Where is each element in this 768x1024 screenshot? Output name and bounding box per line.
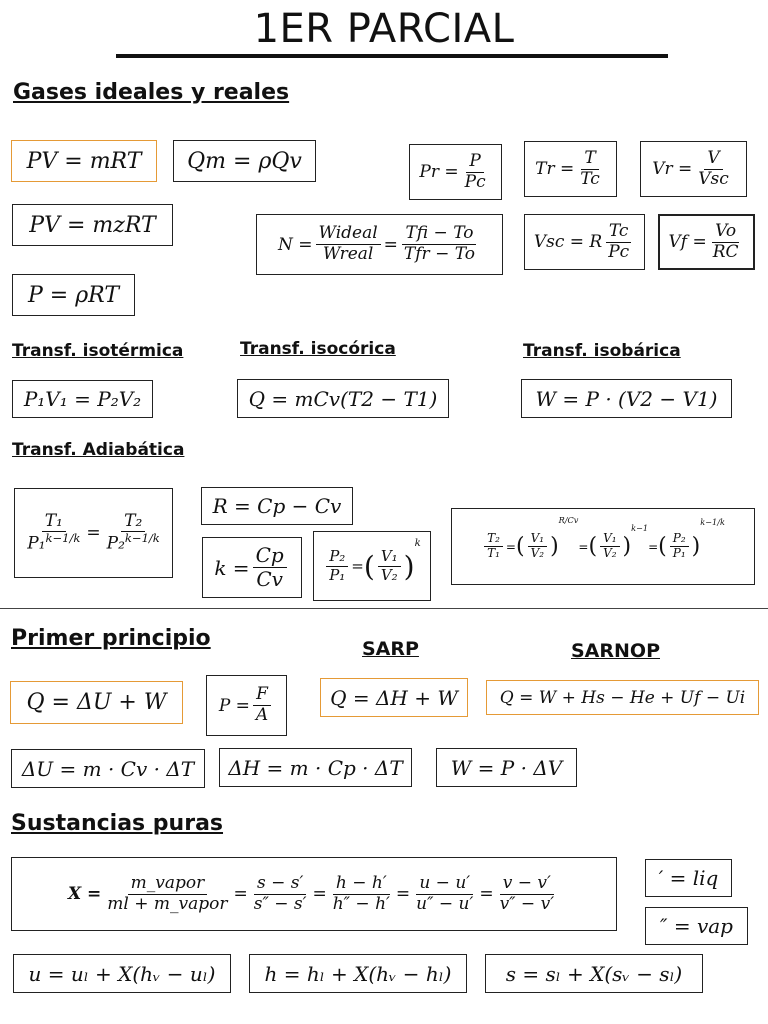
formula-liq: ′ = liq [645, 859, 732, 897]
label-isotermica: Transf. isotérmica [12, 341, 184, 361]
formula-adiabatica-t-p: $\frac{\text{T₁}}{P_1^{k-1/k}}$ = $\frac{\text{T₂}}{P_2^{k-1/k}}$ [14, 488, 173, 578]
formula-q-du-w: Q = ΔU + W [10, 681, 183, 724]
formula-dh: ΔH = m · Cp · ΔT [219, 748, 412, 787]
formula-vsc: Vsc = R $\frac{Tc}{Pc}$ [524, 214, 645, 270]
formula-k: k = $\frac{Cp}{Cv}$ [202, 537, 302, 598]
formula-vr: Vr = $\frac{V}{\text{Vsc}}$ [640, 141, 747, 197]
section-gases: Gases ideales y reales [13, 80, 290, 105]
formula-pv-mzrt: PV = mzRT [12, 204, 173, 246]
formula-u: u = uₗ + X(hᵥ − uₗ) [13, 954, 231, 993]
section-sustancias-puras: Sustancias puras [11, 811, 224, 836]
formula-isocorica: Q = mCv(T2 − T1) [237, 379, 449, 418]
page-title: 1ER PARCIAL [253, 6, 515, 52]
formula-p-rhort: P = ρRT [12, 274, 135, 316]
label-isobarica: Transf. isobárica [523, 341, 681, 361]
formula-q-dh-w: Q = ΔH + W [320, 678, 468, 717]
formula-isotermica: P₁V₁ = P₂V₂ [12, 380, 153, 418]
formula-titulo-x: X = $\frac{\text{m\_vapor}}{\text{ml + m\_vapor}}$ = $\frac{s - s'}{s'' - s'}$ = $\frac{h - h'}{h'' - h'}$ = $\frac{u - u'}{u'' - u'}$ = $\frac{v - v'}{v'' - v'}$ [11, 857, 617, 931]
formula-du: ΔU = m · Cv · ΔT [11, 749, 205, 788]
formula-h: h = hₗ + X(hᵥ − hₗ) [249, 954, 467, 993]
formula-vf: Vf = $\frac{Vo}{RC}$ [658, 214, 755, 270]
formula-tr: Tr = $\frac{T}{Tc}$ [524, 141, 617, 197]
formula-w-pdv: W = P · ΔV [436, 748, 577, 787]
label-adiabatica: Transf. Adiabática [12, 440, 185, 460]
formula-sarnop: Q = W + Hs − He + Uf − Ui [486, 680, 759, 715]
label-sarp: SARP [362, 638, 419, 660]
formula-pr: Pr = $\frac{P}{Pc}$ [409, 144, 502, 200]
label-isocorica: Transf. isocórica [240, 339, 396, 359]
section-divider [0, 608, 768, 609]
formula-p-f-a: P = $\frac{F}{A}$ [206, 675, 287, 736]
label-sarnop: SARNOP [571, 640, 660, 662]
formula-r-cp-cv: R = Cp − Cv [201, 487, 353, 525]
formula-adiabatica-chain: $\frac{\text{T₂}}{\text{T₁}}$ = ( $\frac{\text{V₁}}{\text{V₂}}$ ) R/Cv = ( $\frac{\text{V₁}}{\text{V₂}}$ ) k−1 = ( $\frac{\text{P₂}}{\text{P₁}}$ ) k−1/k [451, 508, 755, 585]
formula-isobarica: W = P · (V2 − V1) [521, 379, 732, 418]
formula-s: s = sₗ + X(sᵥ − sₗ) [485, 954, 703, 993]
title-underline [116, 54, 668, 58]
formula-vap: ″ = vap [645, 907, 748, 945]
formula-p2-p1: $\frac{\text{P₂}}{\text{P₁}}$ = ( $\frac{\text{V₁}}{\text{V₂}}$ ) k [313, 531, 431, 601]
formula-pv-mrt: PV = mRT [11, 140, 157, 182]
section-primer-principio: Primer principio [11, 626, 211, 651]
formula-qm: Qm = ρQv [173, 140, 316, 182]
formula-n: N = $\frac{\text{Wideal}}{\text{Wreal}}$ = $\frac{\text{Tfi − To}}{\text{Tfr − To}}$ [256, 214, 503, 275]
